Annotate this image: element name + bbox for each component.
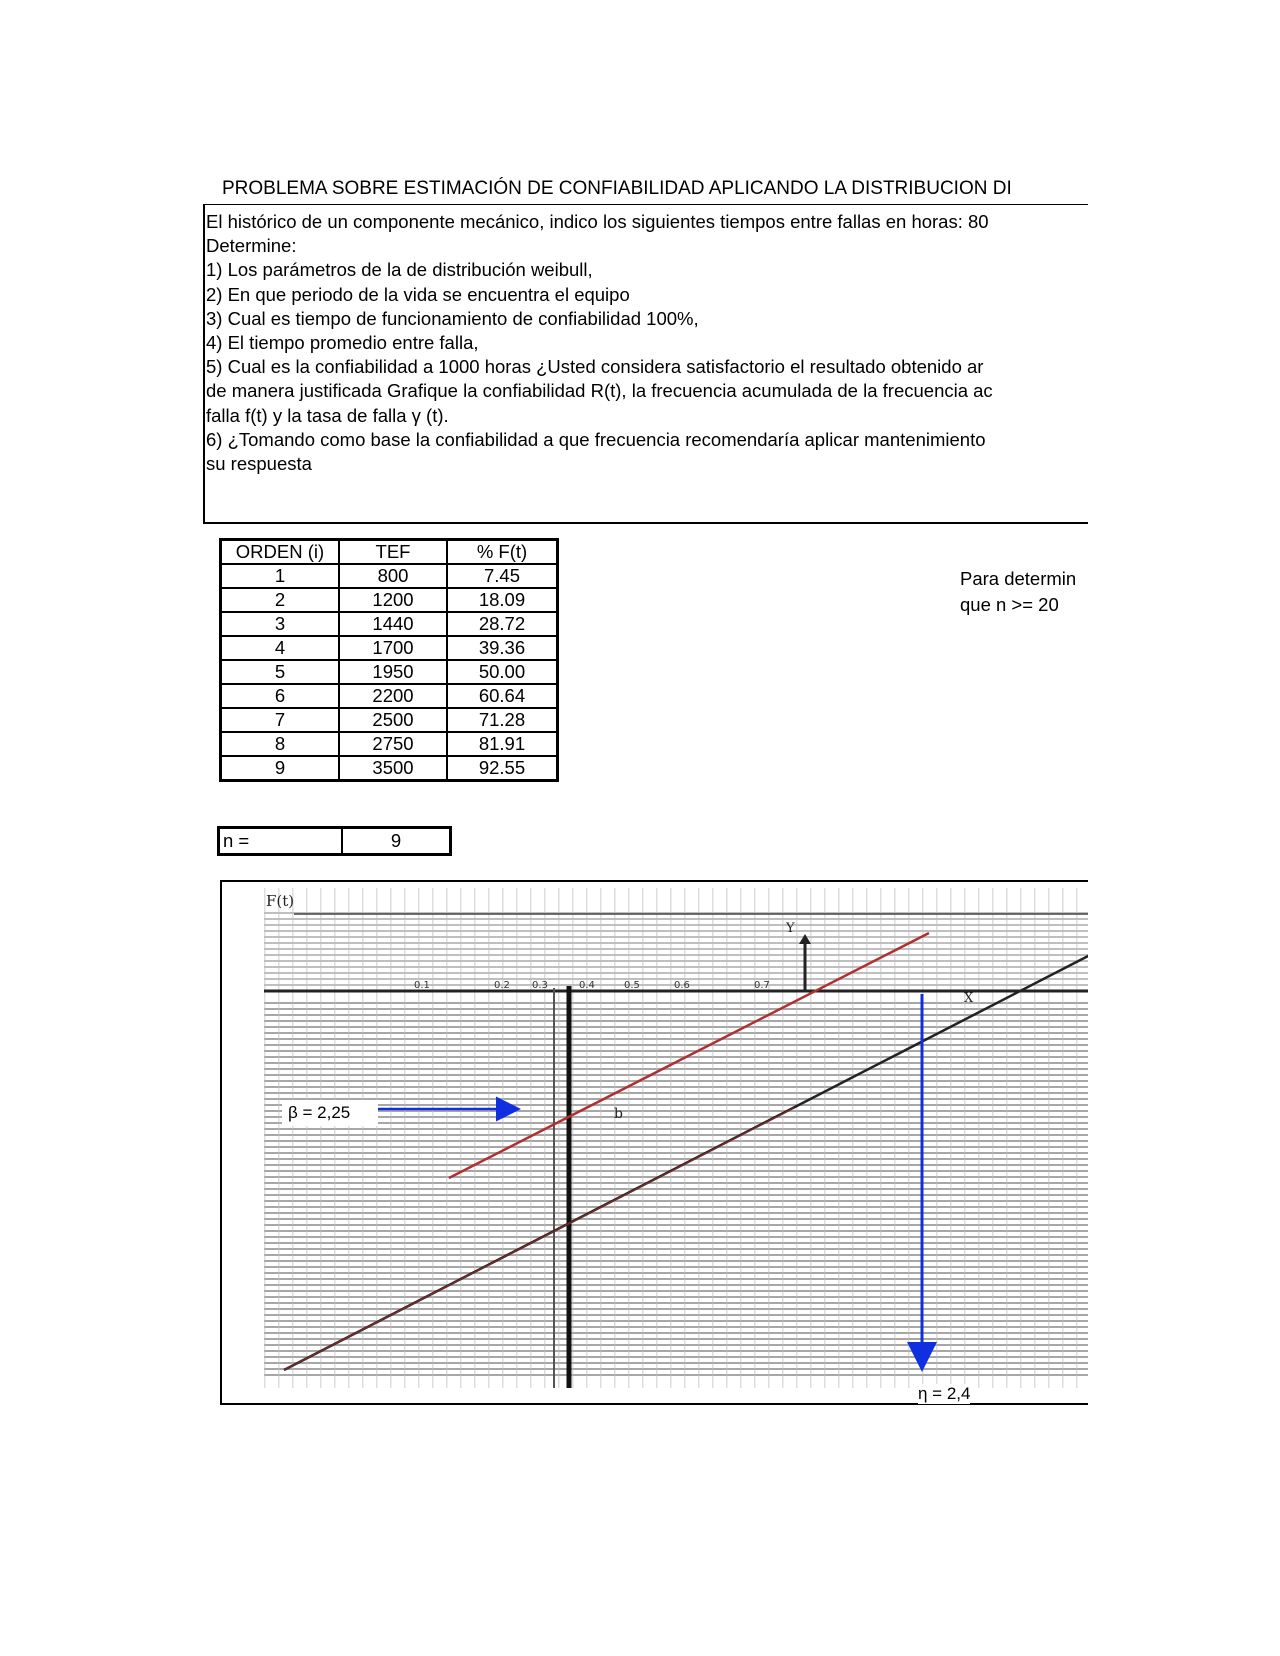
n-value: 9 bbox=[342, 828, 451, 855]
scale-tick: 0.5 bbox=[624, 980, 640, 991]
weibull-probability-paper bbox=[264, 888, 1088, 1388]
problem-line: 6) ¿Tomando como base la confiabilidad a que frecuencia recomendaría aplicar mantenimiento bbox=[206, 428, 986, 450]
table-row bbox=[221, 636, 558, 660]
cell-orden: 3 bbox=[221, 612, 340, 636]
problem-line: de manera justificada Grafique la confiabilidad R(t), la frecuencia acumulada de la frecuencia ac bbox=[206, 380, 993, 402]
table-row bbox=[221, 708, 558, 732]
header-ft: % F(t) bbox=[447, 540, 558, 565]
eta-label: η = 2,4 bbox=[918, 1384, 971, 1403]
y-axis-label: Y bbox=[786, 921, 795, 936]
cell-tef: 2200 bbox=[339, 684, 447, 708]
cell-orden: 6 bbox=[221, 684, 340, 708]
cell-ft: 71.28 bbox=[447, 708, 558, 732]
side-note-line: Para determin bbox=[960, 568, 1077, 589]
header-orden: ORDEN (i) bbox=[221, 540, 340, 565]
table-row bbox=[221, 732, 558, 756]
problem-statement bbox=[206, 210, 993, 476]
cell-tef: 3500 bbox=[339, 756, 447, 781]
cell-ft: 39.36 bbox=[447, 636, 558, 660]
cell-tef: 1440 bbox=[339, 612, 447, 636]
table-row bbox=[221, 612, 558, 636]
problem-line: su respuesta bbox=[206, 452, 312, 474]
beta-label: β = 2,25 bbox=[282, 1100, 378, 1126]
x-axis-label: X bbox=[964, 991, 974, 1006]
cell-tef: 1950 bbox=[339, 660, 447, 684]
cell-ft: 18.09 bbox=[447, 588, 558, 612]
cell-ft: 92.55 bbox=[447, 756, 558, 781]
paper-label: F(t) bbox=[266, 892, 295, 910]
cell-orden: 5 bbox=[221, 660, 340, 684]
cell-ft: 81.91 bbox=[447, 732, 558, 756]
failure-data-table bbox=[219, 538, 559, 782]
problem-line: Determine: bbox=[206, 235, 297, 257]
table-row bbox=[219, 828, 451, 855]
table-row bbox=[221, 660, 558, 684]
scale-tick: 0.2 bbox=[494, 980, 510, 991]
cell-orden: 1 bbox=[221, 564, 340, 588]
cell-orden: 9 bbox=[221, 756, 340, 781]
scale-tick: 0.3 bbox=[532, 980, 548, 991]
paper-grid-vertical bbox=[264, 888, 1088, 1388]
cell-orden: 7 bbox=[221, 708, 340, 732]
table-row bbox=[221, 588, 558, 612]
table-header-row bbox=[221, 540, 558, 565]
cell-tef: 2500 bbox=[339, 708, 447, 732]
slope-marker: b bbox=[614, 1106, 623, 1122]
side-note bbox=[960, 566, 1076, 618]
problem-line: El histórico de un componente mecánico, indico los siguientes tiempos entre fallas en horas: 80 bbox=[206, 211, 989, 232]
problem-line: 3) Cual es tiempo de funcionamiento de confiabilidad 100%, bbox=[206, 307, 699, 329]
sample-size-table bbox=[217, 826, 452, 856]
cell-orden: 4 bbox=[221, 636, 340, 660]
n-label: n = bbox=[219, 828, 343, 855]
table-row bbox=[221, 564, 558, 588]
header-tef: TEF bbox=[339, 540, 447, 565]
table-row bbox=[221, 684, 558, 708]
scale-tick: 0.7 bbox=[754, 980, 770, 991]
problem-line: 5) Cual es la confiabilidad a 1000 horas ¿Usted considera satisfactorio el resultado obtenido ar bbox=[206, 356, 984, 378]
problem-line: 2) En que periodo de la vida se encuentra el equipo bbox=[206, 283, 630, 305]
cell-ft: 28.72 bbox=[447, 612, 558, 636]
cell-tef: 1200 bbox=[339, 588, 447, 612]
cell-tef: 1700 bbox=[339, 636, 447, 660]
cell-tef: 2750 bbox=[339, 732, 447, 756]
problem-line: 1) Los parámetros de la de distribución weibull, bbox=[206, 259, 593, 281]
scale-tick: 0.4 bbox=[579, 980, 595, 991]
cell-orden: 8 bbox=[221, 732, 340, 756]
cell-ft: 60.64 bbox=[447, 684, 558, 708]
cell-ft: 7.45 bbox=[447, 564, 558, 588]
scale-tick: 0.6 bbox=[674, 980, 690, 991]
cell-tef: 800 bbox=[339, 564, 447, 588]
problem-line: falla f(t) y la tasa de falla γ (t). bbox=[206, 404, 449, 426]
table-row bbox=[221, 756, 558, 781]
side-note-line: que n >= 20 bbox=[960, 594, 1059, 615]
problem-line: 4) El tiempo promedio entre falla, bbox=[206, 331, 479, 353]
cell-orden: 2 bbox=[221, 588, 340, 612]
cell-ft: 50.00 bbox=[447, 660, 558, 684]
scale-tick: 0.1 bbox=[414, 980, 430, 991]
page-title: PROBLEMA SOBRE ESTIMACIÓN DE CONFIABILIDAD APLICANDO LA DISTRIBUCION DI bbox=[222, 178, 1012, 199]
